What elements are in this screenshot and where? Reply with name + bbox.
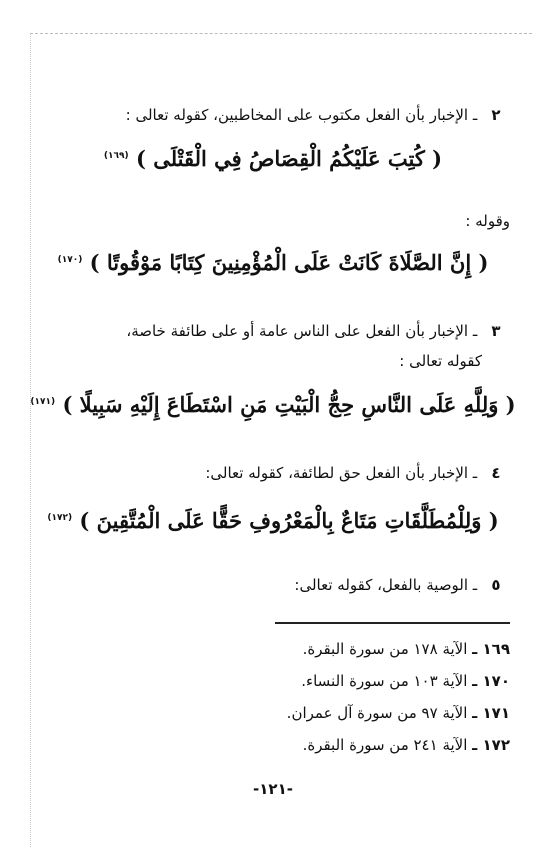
- item-text: وقوله :: [465, 212, 510, 230]
- item-text: ـ الإخبار بأن الفعل مكتوب على المخاطبين، كقوله تعالى :: [125, 106, 478, 124]
- footnote-number: ١٧٠ ـ: [472, 672, 510, 690]
- page-number: -١٢١-: [253, 780, 293, 798]
- verse-text: ( إِنَّ الصَّلَاةَ كَانَتْ عَلَى الْمُؤْمِنِينَ كِتَابًا مَوْقُوتًا ): [89, 250, 489, 275]
- verse-170: [30, 250, 516, 275]
- footnote-169: [303, 640, 510, 658]
- verse-text: ( وَلِلْمُطَلَّقَاتِ مَتَاعٌ بِالْمَعْرُوفِ حَقًّا عَلَى الْمُتَّقِينَ ): [79, 508, 499, 533]
- footnote-text: الآية ٢٤١ من سورة البقرة.: [302, 736, 468, 754]
- verse-text: ( وَلِلَّهِ عَلَى النَّاسِ حِجُّ الْبَيْتِ مَنِ اسْتَطَاعَ إِلَيْهِ سَبِيلًا ): [62, 392, 516, 417]
- item-text: ـ الوصية بالفعل، كقوله تعالى:: [294, 576, 478, 594]
- footnote-172: [303, 736, 510, 754]
- verse-text: ( كُتِبَ عَلَيْكُمُ الْقِصَاصُ فِي الْقَتْلَى ): [135, 146, 443, 171]
- verse-169: [30, 146, 516, 171]
- item-3: [36, 320, 510, 342]
- item-number: ٢: [491, 106, 501, 124]
- page-border-top: [30, 33, 532, 34]
- footnote-marker: (١٧٠): [57, 255, 83, 265]
- item-text: كقوله تعالى :: [399, 352, 482, 370]
- item-4: [36, 462, 510, 484]
- item-number: ٤: [491, 464, 501, 482]
- item-5: [36, 574, 510, 596]
- item-number: ٥: [491, 576, 501, 594]
- item-text: ـ الإخبار بأن الفعل على الناس عامة أو على طائفة خاصة،: [126, 322, 478, 340]
- wa-qawluh-line: [36, 210, 510, 232]
- footnote-marker: (١٧١): [30, 397, 56, 407]
- item-2: [36, 104, 510, 126]
- footnote-170: [301, 672, 510, 690]
- item-3-continuation: [36, 350, 482, 372]
- footnote-text: الآية ١٧٨ من سورة البقرة.: [302, 640, 468, 658]
- footnote-number: ١٧٢ ـ: [472, 736, 510, 754]
- footnote-text: الآية ٩٧ من سورة آل عمران.: [286, 704, 468, 722]
- footnote-text: الآية ١٠٣ من سورة النساء.: [301, 672, 468, 690]
- verse-171: [30, 392, 516, 417]
- footnote-marker: (١٧٢): [47, 513, 73, 523]
- footnote-divider: [275, 622, 510, 624]
- footnote-marker: (١٦٩): [103, 151, 129, 161]
- footnote-number: ١٧١ ـ: [472, 704, 510, 722]
- verse-172: [30, 508, 516, 533]
- item-text: ـ الإخبار بأن الفعل حق لطائفة، كقوله تعالى:: [205, 464, 478, 482]
- footnote-number: ١٦٩ ـ: [472, 640, 510, 658]
- item-number: ٣: [491, 322, 501, 340]
- footnote-171: [287, 704, 510, 722]
